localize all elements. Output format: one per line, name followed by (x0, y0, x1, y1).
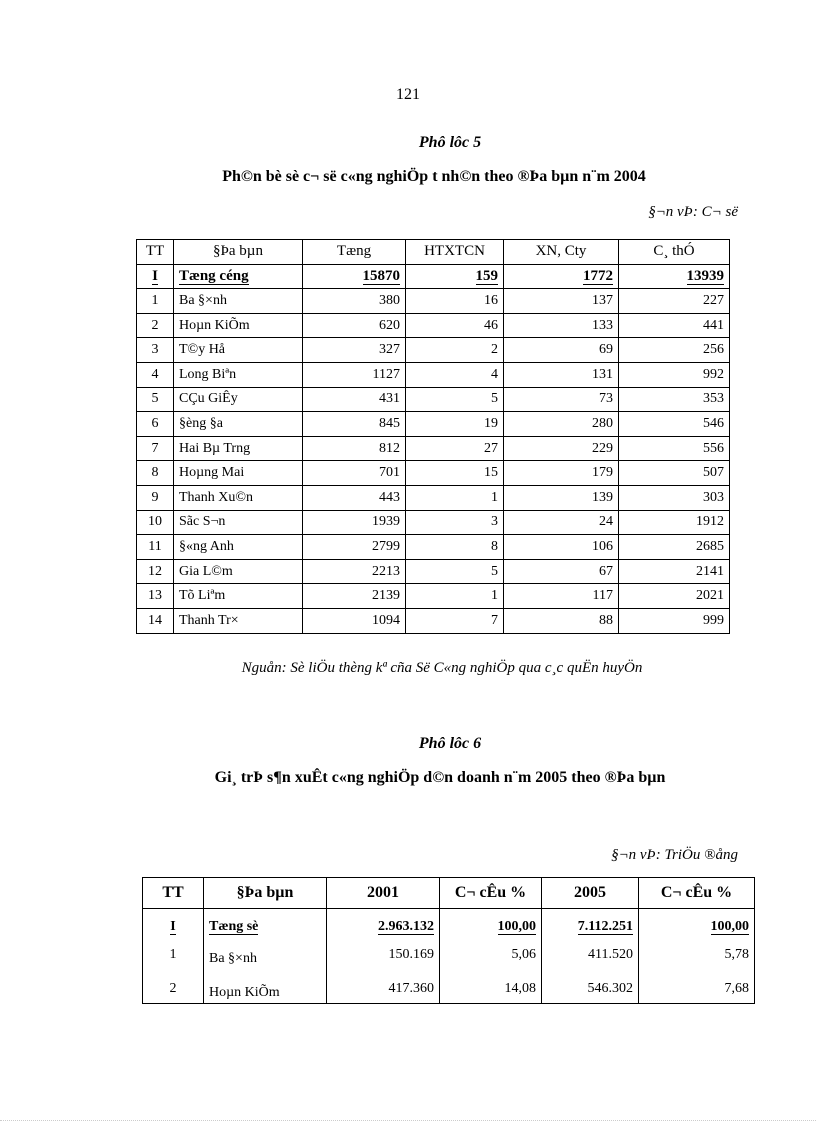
row-value: 4 (406, 362, 504, 387)
row-value: 556 (619, 436, 730, 461)
row-value: 133 (504, 313, 619, 338)
row-value: 2799 (303, 535, 406, 560)
header-2005: 2005 (542, 878, 639, 909)
row-value: 327 (303, 338, 406, 363)
table-header-row (143, 878, 755, 909)
row-value: 2021 (619, 584, 730, 609)
appendix6-heading: Phô lôc 6 (418, 735, 482, 752)
table-header-row (137, 240, 730, 265)
table-row (137, 362, 730, 387)
table-row (137, 436, 730, 461)
header-tt: TT (143, 878, 204, 909)
row-value: 24 (504, 510, 619, 535)
row-value: 256 (619, 338, 730, 363)
row-value: 507 (619, 461, 730, 486)
row-value: 88 (504, 608, 619, 633)
row-value: 3 (406, 510, 504, 535)
row-value: 546 (619, 412, 730, 437)
row-area-name: Tõ Liªm (174, 584, 303, 609)
table-row (137, 510, 730, 535)
row-value: 546.302 (542, 969, 639, 1004)
table-row (143, 935, 755, 969)
row-value: 353 (619, 387, 730, 412)
row-area-name: §«ng Anh (174, 535, 303, 560)
table-row (137, 461, 730, 486)
row-tt: 11 (137, 535, 174, 560)
row-value: 2685 (619, 535, 730, 560)
row-value: 137 (504, 289, 619, 314)
row-tt: 2 (143, 969, 204, 1004)
row-value: 2213 (303, 559, 406, 584)
row-value: 5,78 (639, 935, 755, 969)
row-tt: 12 (137, 559, 174, 584)
row-value: 69 (504, 338, 619, 363)
table-total-row (143, 909, 755, 936)
row-value: 2139 (303, 584, 406, 609)
row-value: 14,08 (440, 969, 542, 1004)
row-value: 117 (504, 584, 619, 609)
appendix5-source: Nguån: Sè liÖu thèng kª cña Së C«ng nghiÖp qua c¸c quËn huyÖn (241, 660, 643, 676)
header-share-2005: C¬ cÊu % (639, 878, 755, 909)
table-row (137, 289, 730, 314)
row-tt: 7 (137, 436, 174, 461)
header-cooperative: HTXTCN (406, 240, 504, 265)
table-row (143, 969, 755, 1004)
row-value: 620 (303, 313, 406, 338)
row-value: 139 (504, 485, 619, 510)
row-area-name: T©y Hå (174, 338, 303, 363)
row-value: 27 (406, 436, 504, 461)
appendix5-table (136, 239, 730, 634)
header-share-2001: C¬ cÊu % (440, 878, 542, 909)
row-value: 67 (504, 559, 619, 584)
row-area-name: Hai Bµ Trng (174, 436, 303, 461)
table-row (137, 338, 730, 363)
total-value: 100,00 (440, 909, 542, 936)
total-value: 2.963.132 (327, 909, 440, 936)
row-area-name: Thanh Tr× (174, 608, 303, 633)
row-value: 2141 (619, 559, 730, 584)
row-value: 999 (619, 608, 730, 633)
row-tt: 8 (137, 461, 174, 486)
row-value: 1939 (303, 510, 406, 535)
row-tt: 6 (137, 412, 174, 437)
row-area-name: Hoµn KiÕm (204, 969, 327, 1004)
row-value: 1094 (303, 608, 406, 633)
row-tt: 13 (137, 584, 174, 609)
row-value: 701 (303, 461, 406, 486)
header-tt: TT (137, 240, 174, 265)
row-area-name: Ba §×nh (204, 935, 327, 969)
row-value: 19 (406, 412, 504, 437)
row-value: 2 (406, 338, 504, 363)
table-row (137, 485, 730, 510)
row-area-name: Hoµng Mai (174, 461, 303, 486)
header-area: §Þa bµn (174, 240, 303, 265)
table-row (137, 387, 730, 412)
row-value: 1 (406, 485, 504, 510)
row-area-name: CÇu GiÊy (174, 387, 303, 412)
row-tt: 10 (137, 510, 174, 535)
total-value: 7.112.251 (542, 909, 639, 936)
row-value: 441 (619, 313, 730, 338)
row-value: 16 (406, 289, 504, 314)
table-row (137, 559, 730, 584)
row-value: 229 (504, 436, 619, 461)
row-area-name: §èng §a (174, 412, 303, 437)
row-value: 5 (406, 559, 504, 584)
row-tt: 3 (137, 338, 174, 363)
appendix6-unit: §¬n vÞ: TriÖu ®ång (611, 847, 738, 863)
total-value: 15870 (303, 264, 406, 289)
row-tt: 1 (137, 289, 174, 314)
header-area: §Þa bµn (204, 878, 327, 909)
row-value: 7 (406, 608, 504, 633)
row-value: 280 (504, 412, 619, 437)
appendix5-heading: Phô lôc 5 (418, 134, 482, 151)
row-value: 7,68 (639, 969, 755, 1004)
page-number: 121 (396, 86, 420, 103)
row-area-name: Gia L©m (174, 559, 303, 584)
row-value: 179 (504, 461, 619, 486)
row-value: 1912 (619, 510, 730, 535)
row-value: 131 (504, 362, 619, 387)
row-tt: 2 (137, 313, 174, 338)
row-value: 15 (406, 461, 504, 486)
row-value: 812 (303, 436, 406, 461)
header-2001: 2001 (327, 878, 440, 909)
row-value: 380 (303, 289, 406, 314)
row-value: 1 (406, 584, 504, 609)
total-value: 159 (406, 264, 504, 289)
row-value: 5,06 (440, 935, 542, 969)
total-value: 1772 (504, 264, 619, 289)
row-value: 1127 (303, 362, 406, 387)
table-row (137, 535, 730, 560)
row-tt: 5 (137, 387, 174, 412)
row-value: 417.360 (327, 969, 440, 1004)
total-name: Tæng céng (174, 264, 303, 289)
row-value: 73 (504, 387, 619, 412)
header-enterprise: XN, Cty (504, 240, 619, 265)
appendix6-title: Gi¸ trÞ s¶n xuÊt c«ng nghiÖp d©n doanh n¨m 2005 theo ®Þa bµn (214, 769, 666, 786)
table-row (137, 313, 730, 338)
row-value: 227 (619, 289, 730, 314)
total-name: Tæng sè (204, 909, 327, 936)
row-value: 5 (406, 387, 504, 412)
row-value: 8 (406, 535, 504, 560)
row-tt: 4 (137, 362, 174, 387)
appendix5-title: Ph©n bè sè c¬ së c«ng nghiÖp t nh©n theo ®Þa bµn n¨m 2004 (222, 168, 646, 185)
row-tt: 1 (143, 935, 204, 969)
row-tt: 14 (137, 608, 174, 633)
total-value: 100,00 (639, 909, 755, 936)
header-total: Tæng (303, 240, 406, 265)
page-bottom-rule (0, 1120, 816, 1121)
row-value: 992 (619, 362, 730, 387)
total-value: 13939 (619, 264, 730, 289)
row-value: 431 (303, 387, 406, 412)
table-row (137, 584, 730, 609)
row-area-name: Long Biªn (174, 362, 303, 387)
row-area-name: Hoµn KiÕm (174, 313, 303, 338)
row-value: 150.169 (327, 935, 440, 969)
row-area-name: Ba §×nh (174, 289, 303, 314)
row-area-name: Thanh Xu©n (174, 485, 303, 510)
row-value: 845 (303, 412, 406, 437)
table-row (137, 412, 730, 437)
row-value: 303 (619, 485, 730, 510)
row-value: 443 (303, 485, 406, 510)
row-value: 46 (406, 313, 504, 338)
total-tt: I (143, 909, 204, 936)
appendix6-table (142, 877, 755, 1004)
row-area-name: Sãc S¬n (174, 510, 303, 535)
appendix5-unit: §¬n vÞ: C¬ së (648, 204, 738, 220)
row-tt: 9 (137, 485, 174, 510)
header-individual: C¸ thÓ (619, 240, 730, 265)
total-tt: I (137, 264, 174, 289)
row-value: 106 (504, 535, 619, 560)
row-value: 411.520 (542, 935, 639, 969)
table-row (137, 608, 730, 633)
table-total-row (137, 264, 730, 289)
